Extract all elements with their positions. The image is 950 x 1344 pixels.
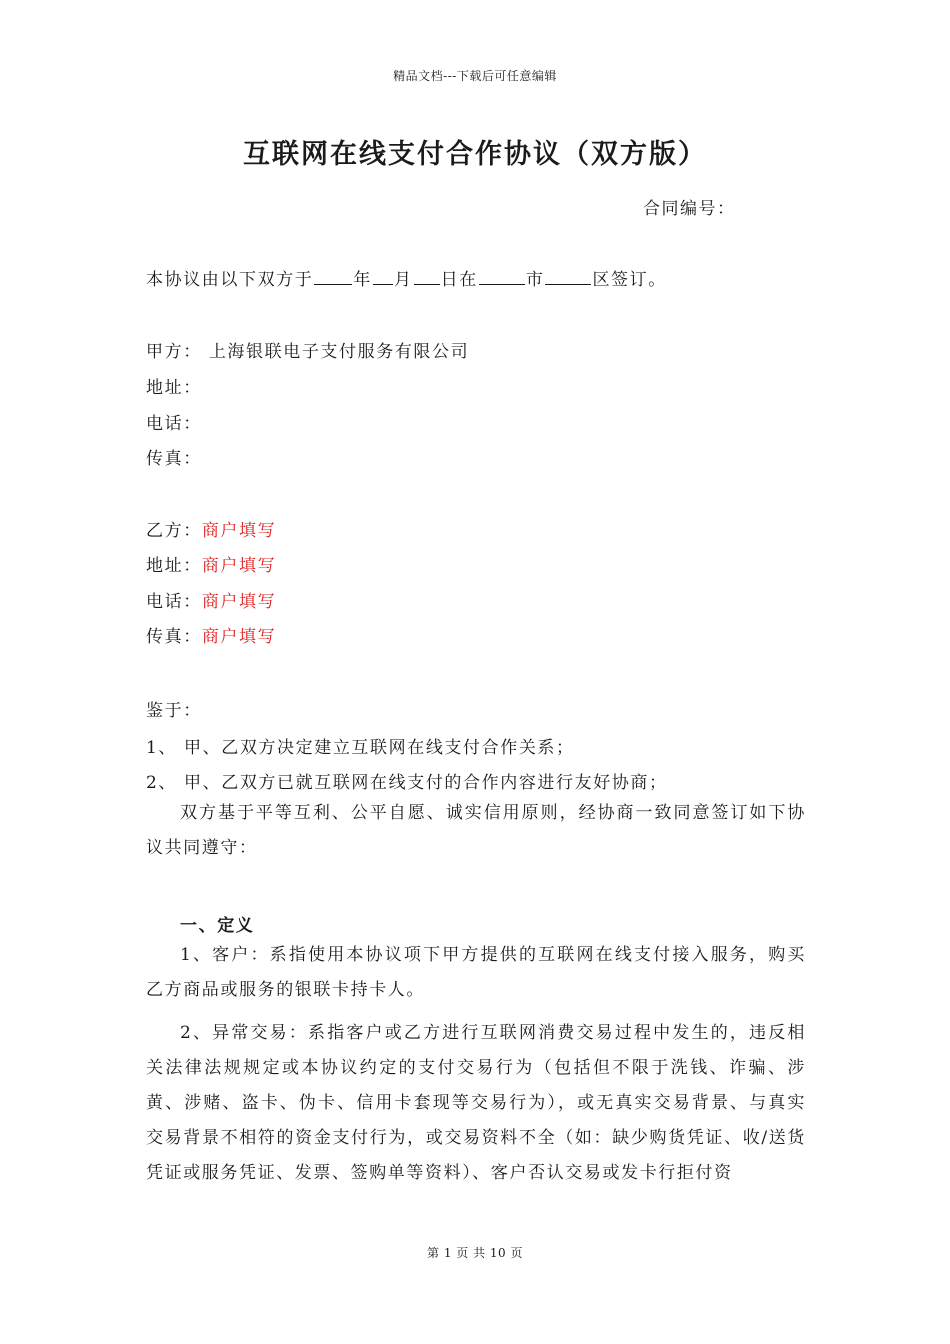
- whereas-conclusion: 双方基于平等互利、公平自愿、诚实信用原则，经协商一致同意签订如下协议共同遵守：: [146, 803, 806, 858]
- signing-prefix: 本协议由以下双方于: [146, 270, 314, 290]
- party-a-phone-label: 电话：: [146, 414, 202, 434]
- party-b-phone-label: 电话：: [146, 592, 202, 612]
- party-b-address-label: 地址：: [146, 556, 202, 576]
- signing-district: 区签订。: [592, 270, 667, 290]
- section-1-heading: 一、定义: [180, 916, 255, 936]
- party-b-address: 商户填写: [201, 556, 277, 576]
- signing-city: 市: [525, 270, 545, 290]
- signing-month: 月: [394, 270, 413, 290]
- definition-customer: 1、客户：系指使用本协议项下甲方提供的互联网在线支付接入服务，购买乙方商品或服务的银联卡持卡人。: [146, 945, 806, 1000]
- header-note: 精品文档---下载后可任意编辑: [393, 69, 557, 83]
- party-a-fax-label: 传真：: [146, 449, 202, 469]
- party-b-phone: 商户填写: [201, 592, 277, 612]
- day-blank[interactable]: [414, 270, 440, 285]
- page-footer: 第 1 页 共 10 页: [427, 1246, 523, 1260]
- party-b-fax: 商户填写: [201, 627, 277, 647]
- party-b-phone-line: [146, 587, 276, 612]
- document-title: 互联网在线支付合作协议（双方版）: [243, 139, 707, 170]
- party-b-label: 乙方：: [146, 521, 202, 541]
- definition-abnormal-transaction: 2、异常交易：系指客户或乙方进行互联网消费交易过程中发生的，违反相关法律法规规定或本协议约定的支付交易行为（包括但不限于洗钱、诈骗、涉黄、涉赌、盗卡、伪卡、信用卡套现等交易行为），或无真实交易背景、与真实交易背景不相符的资金支付行为，或交易资料不全（如：缺少购货凭证、收/送货凭证或服务凭证、发票、签购单等资料）、客户否认交易或发卡行拒付资: [146, 1023, 806, 1183]
- year-blank[interactable]: [314, 270, 352, 285]
- party-a-name: 上海银联电子支付服务有限公司: [208, 342, 470, 362]
- signing-year: 年: [353, 270, 373, 290]
- party-b-fax-label: 传真：: [146, 627, 202, 647]
- city-blank[interactable]: [479, 270, 525, 285]
- party-b-line: [146, 516, 276, 541]
- party-b-name: 商户填写: [201, 521, 277, 541]
- month-blank[interactable]: [373, 270, 393, 285]
- whereas-item-2: 2、 甲、乙双方已就互联网在线支付的合作内容进行友好协商；: [146, 773, 668, 793]
- party-b-address-line: [146, 551, 276, 576]
- district-blank[interactable]: [545, 270, 591, 285]
- signing-day: 日在: [440, 270, 478, 290]
- signing-line: [146, 265, 667, 290]
- whereas-item-1: 1、 甲、乙双方决定建立互联网在线支付合作关系；: [146, 738, 575, 758]
- whereas-label: 鉴于：: [146, 701, 202, 721]
- party-a-line: [146, 337, 469, 362]
- party-a-label: 甲方：: [146, 342, 202, 362]
- contract-number-label: 合同编号：: [643, 199, 736, 219]
- party-a-address-label: 地址：: [146, 378, 202, 398]
- party-b-fax-line: [146, 622, 276, 647]
